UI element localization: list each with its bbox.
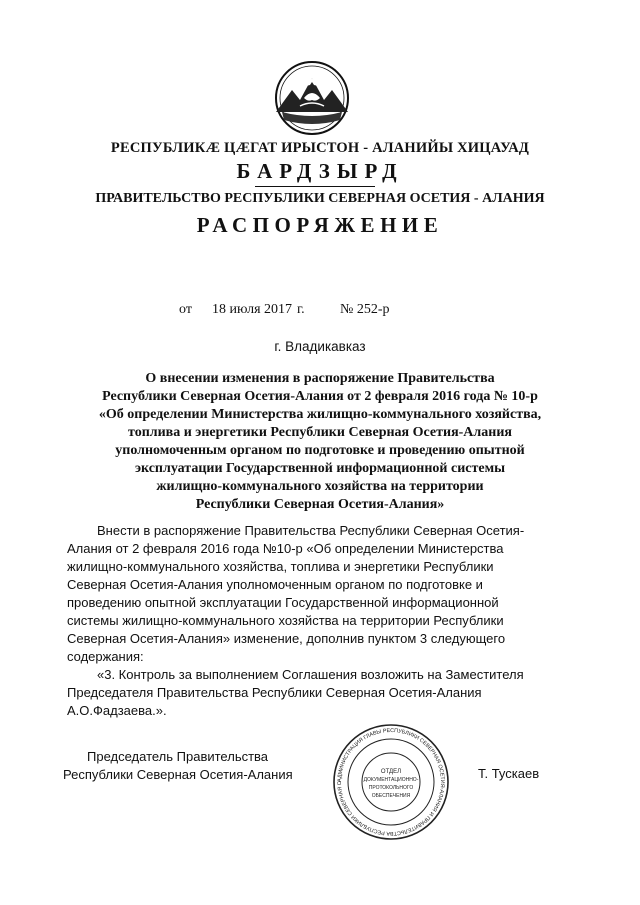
- body-line: Алания от 2 февраля 2016 года №10-р «Об определении Министерства: [67, 541, 504, 556]
- official-stamp: [331, 722, 451, 842]
- body-line: системы жилищно-коммунального хозяйства на территории Республики: [67, 613, 504, 628]
- body-line: содержания:: [67, 649, 144, 664]
- stamp-line: ПРОТОКОЛЬНОГО: [368, 785, 414, 791]
- header-line-ossetian: РЕСПУБЛИКӔ ЦӔГАТ ИРЫСТОН - АЛАНИЙЫ ХИЦАУАД: [110, 140, 530, 156]
- document-date: 18 июля 2017: [212, 302, 293, 317]
- coat-of-arms-icon: [262, 60, 362, 136]
- stamp-line: ДОКУМЕНТАЦИОННО-: [363, 777, 419, 783]
- header-bardzyrd: БАРДЗЫРД: [236, 159, 404, 183]
- header-government-name: ПРАВИТЕЛЬСТВО РЕСПУБЛИКИ СЕВЕРНАЯ ОСЕТИЯ - АЛАНИЯ: [95, 191, 545, 206]
- from-label: от: [179, 302, 192, 317]
- stamp-line: ОБЕСПЕЧЕНИЯ: [371, 793, 411, 799]
- body-line: проведению опытной эксплуатации Государственной информационной: [67, 595, 499, 610]
- year-suffix: г.: [297, 302, 305, 317]
- signatory-position-line1: Председатель Правительства: [87, 749, 269, 764]
- document-number: № 252-р: [340, 302, 390, 317]
- document-body: [67, 522, 587, 720]
- signatory-name: Т. Тускаев: [478, 766, 540, 781]
- stamp-ring-text: АДМИНИСТРАЦИЯ ГЛАВЫ РЕСПУБЛИКИ СЕВЕРНАЯ ОСЕТИЯ-АЛАНИЯ И ПРАВИТЕЛЬСТВА РЕСПУБЛИКИ СЕВЕРНАЯ О: [336, 727, 446, 837]
- stamp-line: ОТДЕЛ: [380, 769, 402, 775]
- signatory-position-line2: Республики Северная Осетия-Алания: [63, 767, 293, 782]
- document-title: [40, 370, 600, 514]
- body-line: Внести в распоряжение Правительства Республики Северная Осетия-: [97, 523, 525, 538]
- body-line: Северная Осетия-Алания» изменение, дополнив пунктом 3 следующего: [67, 631, 506, 646]
- title-line: О внесении изменения в распоряжение Правительства: [145, 371, 495, 386]
- body-line: жилищно-коммунального хозяйства, топлива и энергетики Республики: [67, 559, 494, 574]
- title-line: Республики Северная Осетия-Алания»: [195, 497, 445, 512]
- title-line: Республики Северная Осетия-Алания от 2 февраля 2016 года № 10-р: [102, 389, 538, 404]
- body-line: Северная Осетия-Алания уполномоченным органом по подготовке и: [67, 577, 483, 592]
- body-line: Председателя Правительства Республики Северная Осетия-Алания: [67, 685, 482, 700]
- title-line: жилищно-коммунального хозяйства на территории: [156, 479, 484, 494]
- header-divider: [255, 186, 375, 187]
- body-line: А.О.Фадзаева.».: [67, 703, 167, 718]
- city: г. Владикавказ: [274, 339, 366, 354]
- title-line: эксплуатации Государственной информационной системы: [134, 461, 506, 476]
- title-line: уполномоченным органом по подготовке и проведению опытной: [115, 443, 525, 458]
- body-line: «3. Контроль за выполнением Соглашения возложить на Заместителя: [97, 667, 524, 682]
- title-line: топлива и энергетики Республики Северная Осетия-Алания: [128, 425, 512, 440]
- title-line: «Об определении Министерства жилищно-коммунального хозяйства,: [98, 407, 542, 422]
- document-type-title: РАСПОРЯЖЕНИЕ: [196, 213, 444, 237]
- signatory-position: [63, 748, 293, 784]
